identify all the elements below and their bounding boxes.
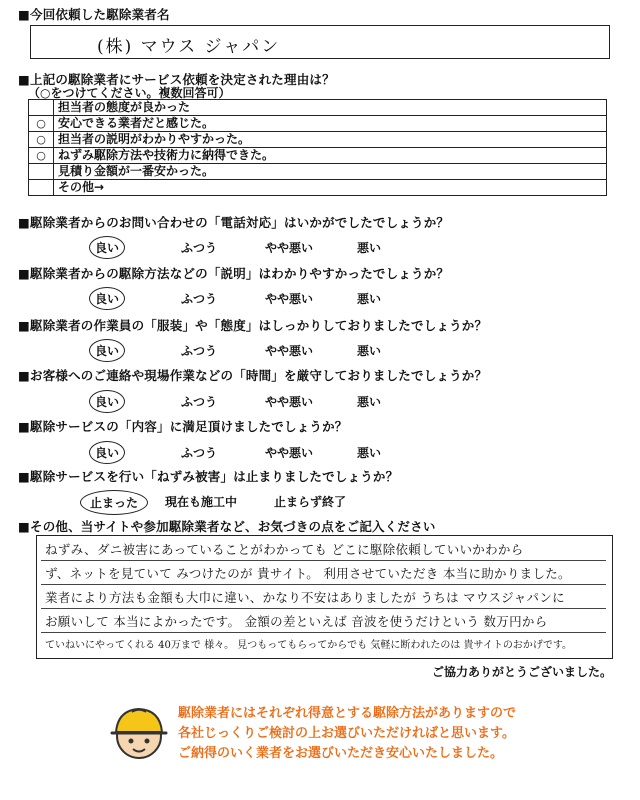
question-4-options xyxy=(0,390,640,410)
reason-label: ねずみ駆除方法や技術力に納得できた。 xyxy=(54,148,607,164)
option-good-selected[interactable]: 良い xyxy=(89,390,125,413)
reason-label: 見積り金額が一番安かった。 xyxy=(54,164,607,180)
option-not-stopped[interactable]: 止まらず終了 xyxy=(274,495,347,509)
comments-heading: ■その他、当サイトや参加駆除業者など、お気づきの点をご記入ください xyxy=(18,519,436,534)
question-5-options xyxy=(0,441,640,461)
note-line: 各社じっくりご検討の上お選びいただければと思います。 xyxy=(178,726,515,741)
reason-mark: ○ xyxy=(29,116,54,132)
option-bad[interactable]: 悪い xyxy=(357,395,382,409)
reason-mark xyxy=(29,100,54,116)
question-6-heading: ■駆除サービスを行い「ねずみ被害」は止まりましたでしょうか？ xyxy=(18,469,399,484)
question-6-options xyxy=(0,490,640,510)
comment-line: ず、ネットを見ていて みつけたのが 貴サイト。 利用させていただき 本当に助かりました。 xyxy=(45,566,571,581)
option-good-selected[interactable]: 良い xyxy=(89,236,125,259)
reason-row xyxy=(29,116,607,132)
note-line: 駆除業者にはそれぞれ得意とする駆除方法がありますので xyxy=(178,706,517,721)
question-1-heading: ■駆除業者からのお問い合わせの「電話対応」はいかがでしたでしょうか？ xyxy=(18,215,450,230)
option-somewhat-bad[interactable]: やや悪い xyxy=(265,292,314,306)
reasons-table xyxy=(28,99,607,196)
reason-row xyxy=(29,148,607,164)
option-bad[interactable]: 悪い xyxy=(357,292,382,306)
option-bad[interactable]: 悪い xyxy=(357,344,382,358)
company-heading: ■今回依頼した駆除業者名 xyxy=(18,7,170,22)
option-good-selected[interactable]: 良い xyxy=(89,441,125,464)
reason-mark: ○ xyxy=(29,132,54,148)
reasons-subheading: （○をつけてください。複数回答可） xyxy=(28,86,231,100)
comment-underline xyxy=(41,560,606,561)
comment-line: ていねいにやってくれる 40万まで 様々。 見つもってもらってからでも 気軽に断われたのは 貴サイトのおかげです。 xyxy=(45,640,573,651)
comments-box xyxy=(36,535,613,659)
comment-underline xyxy=(41,632,606,633)
reason-mark xyxy=(29,164,54,180)
comment-line: 業者により方法も金額も大巾に違い、かなり不安はありましたが うちは マウスジャパンに xyxy=(45,590,565,605)
reason-label: その他→ xyxy=(54,180,607,196)
option-somewhat-bad[interactable]: やや悪い xyxy=(265,344,314,358)
thanks-message: ご協力ありがとうございました。 xyxy=(431,665,612,679)
question-2-options xyxy=(0,287,640,307)
question-2-heading: ■駆除業者からの駆除方法などの「説明」はわかりやすかったでしょうか？ xyxy=(18,266,450,281)
question-1-options xyxy=(0,236,640,256)
reason-label: 安心できる業者だと感じた。 xyxy=(54,116,607,132)
note-line: ご納得のいく業者をお選びいただき安心いたしました。 xyxy=(178,746,504,761)
option-somewhat-bad[interactable]: やや悪い xyxy=(265,395,314,409)
company-name-box xyxy=(30,25,610,59)
reason-row xyxy=(29,100,607,116)
option-normal[interactable]: ふつう xyxy=(181,446,218,460)
reason-mark xyxy=(29,180,54,196)
question-4-heading: ■お客様へのご連絡や現場作業などの「時間」を厳守しておりましたでしょうか？ xyxy=(18,368,488,383)
option-somewhat-bad[interactable]: やや悪い xyxy=(265,241,314,255)
reason-label: 担当者の説明がわかりやすかった。 xyxy=(54,132,607,148)
question-5-heading: ■駆除サービスの「内容」に満足頂けましたでしょうか？ xyxy=(18,419,348,434)
question-3-options xyxy=(0,339,640,359)
option-normal[interactable]: ふつう xyxy=(181,344,218,358)
question-3-heading: ■駆除業者の作業員の「服装」や「態度」はしっかりしておりましたでしょうか？ xyxy=(18,318,488,333)
reason-label: 担当者の態度が良かった xyxy=(54,100,607,116)
option-normal[interactable]: ふつう xyxy=(181,395,218,409)
reason-row xyxy=(29,132,607,148)
reason-row xyxy=(29,180,607,196)
option-somewhat-bad[interactable]: やや悪い xyxy=(265,446,314,460)
comment-line: ねずみ、ダニ被害にあっていることがわかっても どこに駆除依頼していいかわから xyxy=(45,542,524,557)
reason-row xyxy=(29,164,607,180)
company-name-value: (株) マウス ジャパン xyxy=(97,37,281,57)
comment-underline xyxy=(41,608,606,609)
option-normal[interactable]: ふつう xyxy=(181,241,218,255)
option-good-selected[interactable]: 良い xyxy=(89,339,125,362)
reasons-heading: ■上記の駆除業者にサービス依頼を決定された理由は？ xyxy=(18,72,335,87)
reason-mark: ○ xyxy=(29,148,54,164)
option-normal[interactable]: ふつう xyxy=(181,292,218,306)
option-in-progress[interactable]: 現在も施工中 xyxy=(165,495,238,509)
worker-mascot-icon xyxy=(110,702,168,762)
option-bad[interactable]: 悪い xyxy=(357,446,382,460)
comment-underline xyxy=(41,584,606,585)
comment-line: お願いして 本当によかったです。 金額の差といえば 音波を使うだけという 数万円から xyxy=(45,614,548,629)
option-good-selected[interactable]: 良い xyxy=(89,287,125,310)
option-stopped-selected[interactable]: 止まった xyxy=(80,490,148,515)
option-bad[interactable]: 悪い xyxy=(357,241,382,255)
